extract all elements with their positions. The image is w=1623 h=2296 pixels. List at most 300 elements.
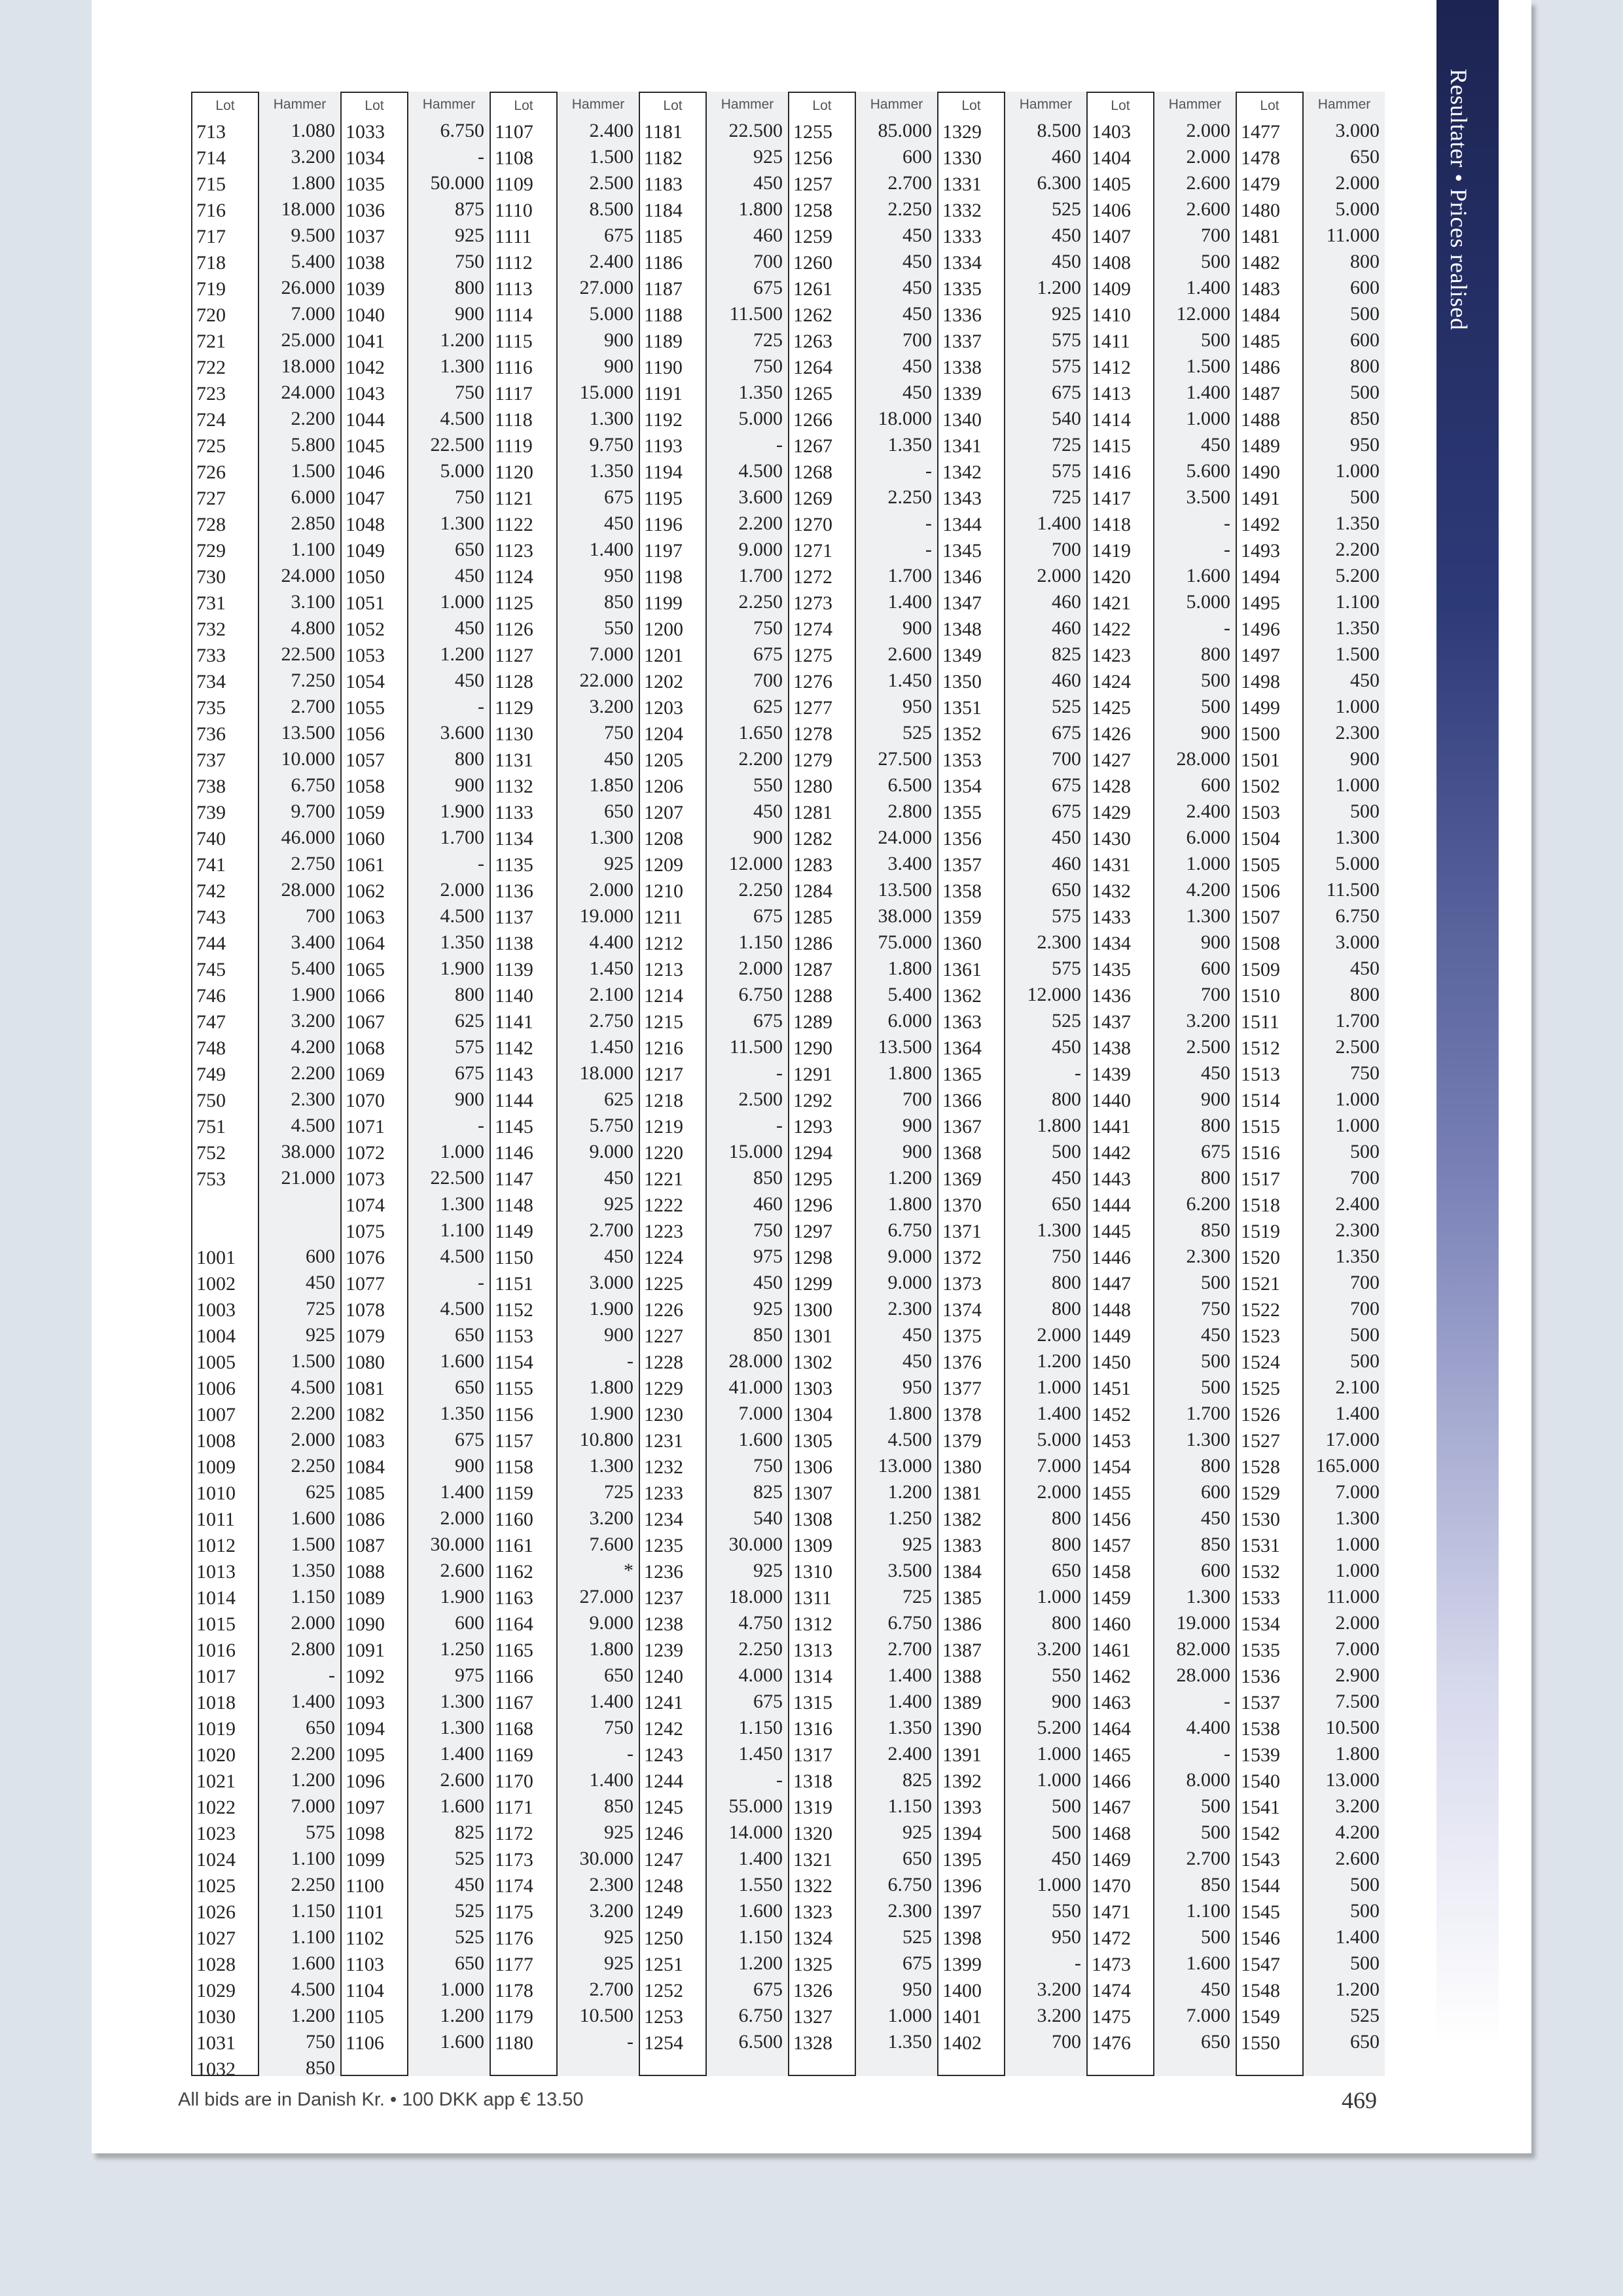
hammer-price: 2.000 bbox=[440, 879, 484, 901]
hammer-price: 925 bbox=[902, 1821, 932, 1843]
hammer-column bbox=[1154, 92, 1236, 2076]
hammer-price: - bbox=[478, 1115, 484, 1136]
lot-number: 1012 bbox=[196, 1535, 236, 1556]
hammer-price: 18.000 bbox=[878, 408, 932, 429]
hammer-price: 900 bbox=[604, 355, 633, 377]
lot-number: 1481 bbox=[1241, 226, 1280, 247]
hammer-price: 2.000 bbox=[291, 1612, 335, 1634]
lot-number: 1335 bbox=[942, 278, 982, 300]
lot-number: 1442 bbox=[1092, 1142, 1131, 1164]
hammer-price: 12.000 bbox=[1027, 984, 1081, 1005]
lot-header: Lot bbox=[514, 98, 533, 113]
hammer-price: 3.200 bbox=[1186, 1010, 1230, 1031]
lot-number: 1014 bbox=[196, 1587, 236, 1609]
hammer-price: 675 bbox=[1052, 722, 1081, 744]
hammer-column bbox=[259, 92, 340, 2079]
hammer-price: 850 bbox=[306, 2057, 335, 2079]
hammer-price: 2.500 bbox=[1186, 1036, 1230, 1058]
hammer-price: 24.000 bbox=[281, 565, 335, 586]
lot-number: 721 bbox=[196, 331, 226, 352]
hammer-price: 11.500 bbox=[729, 303, 783, 325]
lot-number: 1405 bbox=[1092, 173, 1131, 195]
hammer-price: 750 bbox=[1052, 1246, 1081, 1267]
hammer-price: 1.700 bbox=[1186, 1403, 1230, 1424]
hammer-price: 925 bbox=[902, 1534, 932, 1555]
lot-number: 743 bbox=[196, 906, 226, 928]
lot-number: 1178 bbox=[495, 1980, 533, 2001]
lot-number: 1528 bbox=[1241, 1456, 1280, 1478]
hammer-price: 850 bbox=[604, 1795, 633, 1817]
lot-number: 737 bbox=[196, 749, 226, 771]
lot-number: 736 bbox=[196, 723, 226, 745]
lot-number: 1119 bbox=[495, 435, 533, 457]
lot-number: 1143 bbox=[495, 1064, 533, 1085]
hammer-price: 1.200 bbox=[1335, 1979, 1380, 2000]
hammer-price: 5.400 bbox=[291, 251, 335, 272]
hammer-price: 800 bbox=[1052, 1298, 1081, 1319]
hammer-price: 900 bbox=[1201, 722, 1230, 744]
hammer-price: 450 bbox=[902, 224, 932, 246]
lot-number: 1096 bbox=[346, 1770, 385, 1792]
lot-number: 1290 bbox=[793, 1037, 832, 1059]
hammer-price: 3.500 bbox=[887, 1560, 932, 1581]
lot-number: 1006 bbox=[196, 1378, 236, 1399]
lot-number: 1219 bbox=[644, 1116, 683, 1138]
lot-number: 1474 bbox=[1092, 1980, 1131, 2001]
hammer-price: 13.500 bbox=[878, 879, 932, 901]
hammer-price: 700 bbox=[306, 905, 335, 927]
lot-number: 1502 bbox=[1241, 776, 1280, 797]
hammer-price: 2.200 bbox=[291, 1743, 335, 1765]
lot-number: 1360 bbox=[942, 933, 982, 954]
lot-number: 1017 bbox=[196, 1666, 236, 1687]
lot-number: 1347 bbox=[942, 592, 982, 614]
lot-number: 1476 bbox=[1092, 2032, 1131, 2054]
lot-number: 1187 bbox=[644, 278, 683, 300]
lot-number: 1435 bbox=[1092, 959, 1131, 980]
hammer-price: 2.700 bbox=[887, 1638, 932, 1660]
hammer-price: 675 bbox=[753, 905, 783, 927]
hammer-price: 4.200 bbox=[1186, 879, 1230, 901]
hammer-price: 1.500 bbox=[291, 1534, 335, 1555]
lot-number: 1068 bbox=[346, 1037, 385, 1059]
hammer-price: - bbox=[1075, 1952, 1081, 1974]
lot-number: 1285 bbox=[793, 906, 832, 928]
lot-number: 1031 bbox=[196, 2032, 236, 2054]
lot-number: 1324 bbox=[793, 1928, 832, 1949]
lot-number: 1243 bbox=[644, 1744, 683, 1766]
hammer-price: 1.600 bbox=[1186, 565, 1230, 586]
hammer-price: 460 bbox=[1052, 617, 1081, 639]
hammer-price: 4.500 bbox=[440, 408, 484, 429]
lot-number: 1007 bbox=[196, 1404, 236, 1426]
lot-number: 1479 bbox=[1241, 173, 1280, 195]
hammer-price: 2.700 bbox=[1186, 1848, 1230, 1869]
hammer-price: 550 bbox=[1052, 1664, 1081, 1686]
lot-number: 1220 bbox=[644, 1142, 683, 1164]
hammer-price: 6.000 bbox=[1186, 827, 1230, 848]
hammer-price: 22.500 bbox=[430, 434, 484, 456]
hammer-price: 1.500 bbox=[1335, 643, 1380, 665]
lot-number: 1464 bbox=[1092, 1718, 1131, 1740]
lot-column bbox=[490, 92, 558, 2076]
hammer-price: 700 bbox=[1201, 984, 1230, 1005]
hammer-price: 460 bbox=[753, 224, 783, 246]
hammer-price: 1.450 bbox=[738, 1743, 783, 1765]
lot-number: 1466 bbox=[1092, 1770, 1131, 1792]
lot-number: 1070 bbox=[346, 1090, 385, 1111]
hammer-price: 1.350 bbox=[887, 434, 932, 456]
hammer-price: 500 bbox=[1350, 800, 1380, 822]
lot-number: 1058 bbox=[346, 776, 385, 797]
lot-number: 1331 bbox=[942, 173, 982, 195]
hammer-column bbox=[856, 92, 937, 2076]
lot-number: 1189 bbox=[644, 331, 683, 352]
lot-number: 746 bbox=[196, 985, 226, 1007]
lot-number: 1028 bbox=[196, 1954, 236, 1975]
lot-number: 1291 bbox=[793, 1064, 832, 1085]
lot-number: 1027 bbox=[196, 1928, 236, 1949]
lot-number: 1304 bbox=[793, 1404, 832, 1426]
lot-number: 1384 bbox=[942, 1561, 982, 1583]
lot-number: 1059 bbox=[346, 802, 385, 823]
lot-number: 1249 bbox=[644, 1901, 683, 1923]
hammer-price: 525 bbox=[1052, 1010, 1081, 1031]
hammer-price: 700 bbox=[753, 670, 783, 691]
lot-header: Lot bbox=[215, 98, 235, 113]
hammer-price: 450 bbox=[753, 172, 783, 194]
lot-number: 1484 bbox=[1241, 304, 1280, 326]
hammer-price: 7.000 bbox=[291, 1795, 335, 1817]
hammer-price: 82.000 bbox=[1176, 1638, 1230, 1660]
hammer-price: 1.300 bbox=[589, 827, 633, 848]
hammer-price: 850 bbox=[604, 591, 633, 613]
lot-number: 1118 bbox=[495, 409, 533, 431]
lot-number: 1355 bbox=[942, 802, 982, 823]
hammer-price: - bbox=[1224, 539, 1230, 560]
lot-number: 1339 bbox=[942, 383, 982, 404]
hammer-price: 450 bbox=[1052, 224, 1081, 246]
lot-number: 1492 bbox=[1241, 514, 1280, 535]
lot-number: 1426 bbox=[1092, 723, 1131, 745]
lot-number: 1373 bbox=[942, 1273, 982, 1295]
hammer-price: 3.200 bbox=[589, 1507, 633, 1529]
hammer-price: 1.000 bbox=[1335, 1115, 1380, 1136]
hammer-price: 30.000 bbox=[728, 1534, 783, 1555]
hammer-price: 2.750 bbox=[589, 1010, 633, 1031]
hammer-price: 9.000 bbox=[887, 1246, 932, 1267]
hammer-price: 1.000 bbox=[1186, 408, 1230, 429]
lot-number: 1254 bbox=[644, 2032, 683, 2054]
lot-number: 1161 bbox=[495, 1535, 533, 1556]
lot-number: 1268 bbox=[793, 461, 832, 483]
lot-number: 1239 bbox=[644, 1640, 683, 1661]
lot-number: 1449 bbox=[1092, 1325, 1131, 1347]
lot-number: 1040 bbox=[346, 304, 385, 326]
hammer-price: 1.350 bbox=[291, 1560, 335, 1581]
hammer-price: 1.000 bbox=[440, 591, 484, 613]
lot-number: 1315 bbox=[793, 1692, 832, 1713]
lot-number: 1053 bbox=[346, 645, 385, 666]
hammer-price: 675 bbox=[902, 1952, 932, 1974]
hammer-price: 850 bbox=[1201, 1219, 1230, 1241]
lot-number: 1089 bbox=[346, 1587, 385, 1609]
hammer-price: 525 bbox=[902, 722, 932, 744]
lot-number: 1364 bbox=[942, 1037, 982, 1059]
hammer-price: 1.400 bbox=[589, 1691, 633, 1712]
hammer-price: * bbox=[624, 1560, 633, 1581]
lot-number: 1074 bbox=[346, 1194, 385, 1216]
hammer-price: 1.700 bbox=[887, 565, 932, 586]
hammer-price: 450 bbox=[455, 670, 484, 691]
lot-number: 1023 bbox=[196, 1823, 236, 1844]
hammer-price: 12.000 bbox=[728, 853, 783, 874]
hammer-price: 625 bbox=[306, 1481, 335, 1503]
hammer-price: 18.000 bbox=[579, 1062, 633, 1084]
lot-number: 1422 bbox=[1092, 619, 1131, 640]
lot-number: 1415 bbox=[1092, 435, 1131, 457]
lot-number: 1061 bbox=[346, 854, 385, 876]
lot-number: 1278 bbox=[793, 723, 832, 745]
lot-number bbox=[192, 1219, 258, 1245]
lot-number: 1368 bbox=[942, 1142, 982, 1164]
hammer-price: 900 bbox=[902, 1141, 932, 1162]
lot-number: 1112 bbox=[495, 252, 533, 274]
lot-number: 1503 bbox=[1241, 802, 1280, 823]
hammer-price: 5.750 bbox=[589, 1115, 633, 1136]
hammer-price: 1.800 bbox=[887, 1062, 932, 1084]
hammer-column bbox=[558, 92, 639, 2076]
hammer-price: 500 bbox=[1350, 303, 1380, 325]
lot-number: 1001 bbox=[196, 1247, 236, 1268]
hammer-price: 11.000 bbox=[1326, 224, 1380, 246]
hammer-price: 750 bbox=[753, 617, 783, 639]
hammer-price: 2.250 bbox=[738, 1638, 783, 1660]
lot-number: 1147 bbox=[495, 1168, 533, 1190]
lot-number: 1035 bbox=[346, 173, 385, 195]
hammer-price: 1.100 bbox=[291, 1926, 335, 1948]
lot-number: 1231 bbox=[644, 1430, 683, 1452]
lot-number: 733 bbox=[196, 645, 226, 666]
lot-number: 1533 bbox=[1241, 1587, 1280, 1609]
hammer-price: 46.000 bbox=[281, 827, 335, 848]
hammer-price: 540 bbox=[1052, 408, 1081, 429]
lot-number: 1033 bbox=[346, 121, 385, 143]
lot-number: 1005 bbox=[196, 1352, 236, 1373]
hammer-price: 825 bbox=[1052, 643, 1081, 665]
lot-number: 1237 bbox=[644, 1587, 683, 1609]
lot-number: 1287 bbox=[793, 959, 832, 980]
hammer-price: 3.200 bbox=[1335, 1795, 1380, 1817]
hammer-price: 750 bbox=[753, 1219, 783, 1241]
lot-number: 1330 bbox=[942, 147, 982, 169]
hammer-price: 825 bbox=[455, 1821, 484, 1843]
hammer-price: 15.000 bbox=[579, 382, 633, 403]
hammer-price: 4.500 bbox=[291, 1376, 335, 1398]
lot-number: 1206 bbox=[644, 776, 683, 797]
hammer-price: 7.500 bbox=[1335, 1691, 1380, 1712]
lot-number: 1105 bbox=[346, 2006, 384, 2028]
lot-number: 1095 bbox=[346, 1744, 385, 1766]
hammer-price: 1.000 bbox=[1037, 1586, 1081, 1607]
hammer-price: 460 bbox=[1052, 853, 1081, 874]
lot-number: 1512 bbox=[1241, 1037, 1280, 1059]
lot-number: 1455 bbox=[1092, 1482, 1131, 1504]
lot-number: 1498 bbox=[1241, 671, 1280, 692]
hammer-price: 450 bbox=[1052, 1167, 1081, 1189]
lot-number: 1430 bbox=[1092, 828, 1131, 850]
hammer-price: 500 bbox=[1350, 1900, 1380, 1922]
lot-number: 1078 bbox=[346, 1299, 385, 1321]
lot-number: 1200 bbox=[644, 619, 683, 640]
hammer-price: 2.300 bbox=[887, 1900, 932, 1922]
hammer-price: 6.750 bbox=[738, 984, 783, 1005]
hammer-price: 500 bbox=[1350, 1350, 1380, 1372]
lot-number: 1372 bbox=[942, 1247, 982, 1268]
hammer-price: 675 bbox=[1052, 382, 1081, 403]
hammer-price: 1.300 bbox=[1037, 1219, 1081, 1241]
hammer-price: 6.750 bbox=[440, 120, 484, 141]
lot-number: 1124 bbox=[495, 566, 533, 588]
hammer-price: 7.000 bbox=[1186, 2005, 1230, 2026]
hammer-price: 950 bbox=[902, 1376, 932, 1398]
lot-number: 1234 bbox=[644, 1509, 683, 1530]
hammer-price: 650 bbox=[455, 1952, 484, 1974]
hammer-price: 2.300 bbox=[589, 1874, 633, 1895]
lot-number: 1207 bbox=[644, 802, 683, 823]
lot-number: 1505 bbox=[1241, 854, 1280, 876]
lot-number: 1516 bbox=[1241, 1142, 1280, 1164]
lot-number: 1218 bbox=[644, 1090, 683, 1111]
hammer-price: 1.300 bbox=[589, 1455, 633, 1477]
lot-number: 1032 bbox=[196, 2058, 236, 2080]
lot-number: 1179 bbox=[495, 2006, 533, 2028]
hammer-price: 5.000 bbox=[589, 303, 633, 325]
hammer-price: 2.100 bbox=[589, 984, 633, 1005]
hammer-price: 2.600 bbox=[1186, 198, 1230, 220]
hammer-price: 1.700 bbox=[440, 827, 484, 848]
lot-number: 1046 bbox=[346, 461, 385, 483]
lot-number: 753 bbox=[196, 1168, 226, 1190]
hammer-price: 500 bbox=[1201, 1795, 1230, 1817]
hammer-price: 575 bbox=[455, 1036, 484, 1058]
hammer-price: 1.000 bbox=[1335, 460, 1380, 482]
lot-number: 1144 bbox=[495, 1090, 533, 1111]
hammer-price: 1.650 bbox=[738, 722, 783, 744]
lot-number: 738 bbox=[196, 776, 226, 797]
hammer-price: 1.800 bbox=[738, 198, 783, 220]
hammer-price: 2.300 bbox=[291, 1088, 335, 1110]
lot-number: 1457 bbox=[1092, 1535, 1131, 1556]
hammer-column bbox=[707, 92, 788, 2076]
lot-number: 1255 bbox=[793, 121, 832, 143]
lot-number: 1197 bbox=[644, 540, 683, 562]
hammer-header: Hammer bbox=[571, 97, 625, 112]
lot-number: 1159 bbox=[495, 1482, 533, 1504]
lot-number: 1439 bbox=[1092, 1064, 1131, 1085]
lot-number: 1214 bbox=[644, 985, 683, 1007]
hammer-price: 975 bbox=[753, 1246, 783, 1267]
lot-number: 1155 bbox=[495, 1378, 533, 1399]
lot-number: 1024 bbox=[196, 1849, 236, 1871]
hammer-price: 1.800 bbox=[589, 1376, 633, 1398]
hammer-price: 2.300 bbox=[1037, 931, 1081, 953]
hammer-price: 1.300 bbox=[1335, 827, 1380, 848]
hammer-price: 900 bbox=[1350, 748, 1380, 770]
hammer-price: 500 bbox=[1201, 1376, 1230, 1398]
hammer-price: 1.350 bbox=[887, 2031, 932, 2053]
lot-number: 1379 bbox=[942, 1430, 982, 1452]
lot-number: 1316 bbox=[793, 1718, 832, 1740]
hammer-price: 3.200 bbox=[1037, 1638, 1081, 1660]
hammer-price: - bbox=[776, 1769, 783, 1791]
hammer-price: 5.000 bbox=[1335, 198, 1380, 220]
lot-number: 1203 bbox=[644, 697, 683, 719]
lot-number: 1196 bbox=[644, 514, 683, 535]
lot-number: 1525 bbox=[1241, 1378, 1280, 1399]
hammer-price: 6.500 bbox=[887, 774, 932, 796]
hammer-price: 1.200 bbox=[440, 329, 484, 351]
lot-number: 1547 bbox=[1241, 1954, 1280, 1975]
hammer-price: - bbox=[1224, 512, 1230, 534]
hammer-price: 675 bbox=[604, 224, 633, 246]
hammer-price: 5.400 bbox=[887, 984, 932, 1005]
lot-number: 1392 bbox=[942, 1770, 982, 1792]
hammer-price: 800 bbox=[1201, 643, 1230, 665]
lot-number: 1148 bbox=[495, 1194, 533, 1216]
lot-number: 1356 bbox=[942, 828, 982, 850]
hammer-price: 1.200 bbox=[440, 643, 484, 665]
lot-number: 1451 bbox=[1092, 1378, 1131, 1399]
lot-number: 1399 bbox=[942, 1954, 982, 1975]
lot-number: 1486 bbox=[1241, 357, 1280, 378]
hammer-price: 1.600 bbox=[738, 1900, 783, 1922]
lot-number: 1427 bbox=[1092, 749, 1131, 771]
hammer-price: 2.000 bbox=[1186, 120, 1230, 141]
lot-number: 1293 bbox=[793, 1116, 832, 1138]
lot-column bbox=[639, 92, 707, 2076]
hammer-price: 1.300 bbox=[440, 1691, 484, 1712]
lot-number: 1488 bbox=[1241, 409, 1280, 431]
lot-number: 1509 bbox=[1241, 959, 1280, 980]
hammer-price: 460 bbox=[1052, 670, 1081, 691]
lot-number: 1341 bbox=[942, 435, 982, 457]
lot-number: 750 bbox=[196, 1090, 226, 1111]
hammer-price: 575 bbox=[1052, 355, 1081, 377]
lot-number: 1038 bbox=[346, 252, 385, 274]
lot-number: 1253 bbox=[644, 2006, 683, 2028]
lot-number: 1443 bbox=[1092, 1168, 1131, 1190]
hammer-price: 950 bbox=[902, 1979, 932, 2000]
lot-number: 1110 bbox=[495, 200, 533, 221]
hammer-price: 9.750 bbox=[589, 434, 633, 456]
hammer-price: 2.000 bbox=[1335, 172, 1380, 194]
lot-number: 1281 bbox=[793, 802, 832, 823]
hammer-price: 650 bbox=[1350, 2031, 1380, 2053]
lot-number: 1469 bbox=[1092, 1849, 1131, 1871]
hammer-price: 2.200 bbox=[291, 1062, 335, 1084]
lot-number: 1190 bbox=[644, 357, 683, 378]
hammer-price: 2.600 bbox=[1186, 172, 1230, 194]
hammer-price: 5.000 bbox=[1037, 1429, 1081, 1450]
lot-number: 1107 bbox=[495, 121, 533, 143]
hammer-price: 5.800 bbox=[291, 434, 335, 456]
lot-number: 1240 bbox=[644, 1666, 683, 1687]
lot-number: 1288 bbox=[793, 985, 832, 1007]
lot-number: 1167 bbox=[495, 1692, 533, 1713]
lot-number: 1432 bbox=[1092, 880, 1131, 902]
hammer-price: 675 bbox=[753, 277, 783, 298]
